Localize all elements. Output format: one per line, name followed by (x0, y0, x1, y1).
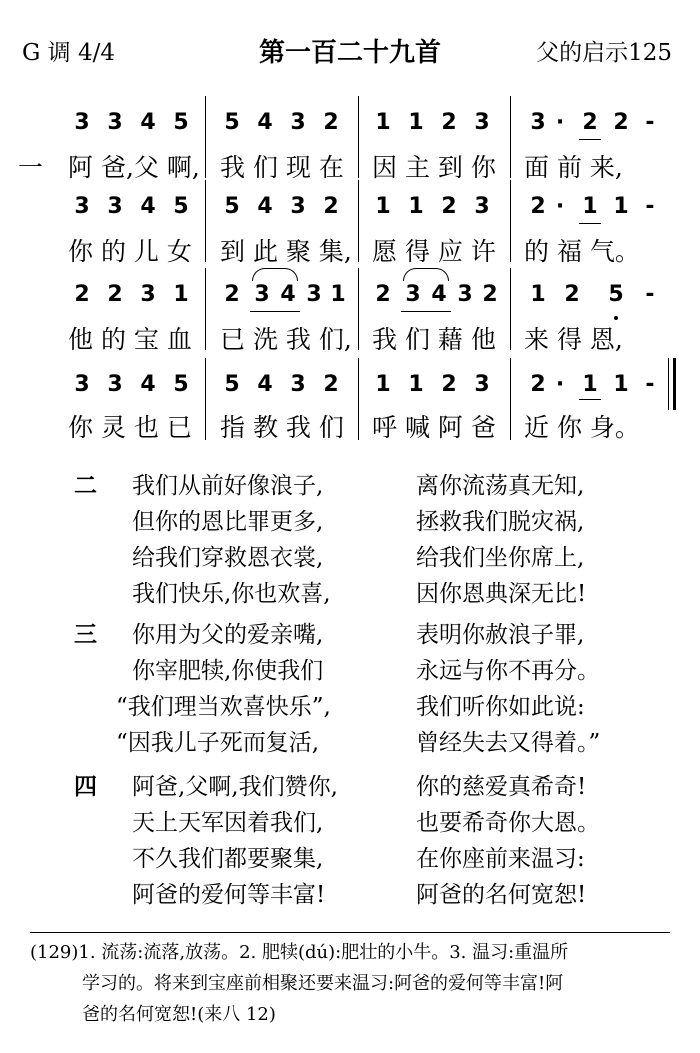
sustain-dash: - (645, 372, 655, 397)
lyric-segment: 指 教 我 们 (220, 413, 344, 442)
key-signature: G 调 4/4 (22, 40, 116, 66)
eighth-underline (579, 223, 601, 224)
footnote-line-1: (129)1. 流荡:流落,放荡。2. 肥犊(dú):肥壮的小牛。3. 温习:重温所 (30, 942, 569, 963)
lyric-segment: 你 灵 也 已 (68, 413, 192, 442)
lyric-segment: 近 你 身。 (524, 413, 640, 442)
note: 2 (323, 372, 339, 397)
music-row (0, 110, 700, 146)
verse-line-second-half: 给我们坐你席上, (416, 545, 585, 571)
bar-line (510, 96, 511, 178)
note: 1 (613, 194, 629, 219)
verse-line-first-half: 天上天军因着我们, (132, 810, 324, 836)
eighth-underline (401, 311, 451, 312)
note: 3 (107, 372, 123, 397)
lyric-segment: 他 的 宝 血 (68, 325, 192, 354)
note: 1 (408, 372, 424, 397)
verse-line-first-half: “因我儿子死而复活, (116, 730, 320, 756)
note: 2 (323, 110, 339, 135)
bar-line (205, 96, 206, 178)
note: 2 (441, 194, 457, 219)
verse-line-second-half: 也要希奇你大恩。 (416, 810, 600, 836)
note: 4 (257, 372, 273, 397)
footnote (30, 937, 675, 1030)
bar-line (510, 268, 511, 350)
note: 1 (530, 282, 546, 307)
note: 2 (323, 194, 339, 219)
note: 3 (107, 194, 123, 219)
note: 4 (140, 194, 156, 219)
verse-line-first-half: 你宰肥犊,你使我们 (132, 658, 324, 684)
note: 2 (441, 372, 457, 397)
note: 1 (408, 110, 424, 135)
note: 2 (107, 282, 123, 307)
bar-line (358, 180, 359, 262)
note: 5 (173, 194, 189, 219)
note: 5 (173, 110, 189, 135)
note: 5 (608, 282, 624, 307)
verse-line-first-half: 但你的恩比罪更多, (132, 509, 324, 535)
note: 5 (224, 194, 240, 219)
note: 4 (280, 282, 296, 307)
sustain-dash: - (645, 110, 655, 135)
verse-line-first-half: 阿爸,父啊,我们赞你, (132, 774, 338, 800)
note: 4 (257, 110, 273, 135)
note: 3 (140, 282, 156, 307)
note: 5 (173, 372, 189, 397)
hymn-category: 父的启示125 (536, 40, 672, 66)
lyric-segment: 的 福 气。 (524, 237, 640, 266)
octave-dot (614, 316, 618, 320)
note: 2 (530, 194, 546, 219)
music-row (0, 194, 700, 230)
footnote-line-3: 爸的名何宽恕!(来八 12) (82, 1004, 276, 1025)
note: 3 (107, 110, 123, 135)
verse-line-second-half: 永远与你不再分。 (416, 658, 600, 684)
note: 3 (74, 110, 90, 135)
lyric-segment: 已 洗 我 们, (220, 325, 352, 354)
verse-line-second-half: 离你流荡真无知, (416, 473, 585, 499)
bar-line (358, 358, 359, 440)
bar-line (205, 180, 206, 262)
bar-line (205, 268, 206, 350)
bar-line (510, 180, 511, 262)
note: 1 (613, 372, 629, 397)
note: 3 (290, 194, 306, 219)
note: 3 (474, 194, 490, 219)
note: 2 (441, 110, 457, 135)
note: 1 (330, 282, 346, 307)
eighth-underline (579, 399, 601, 400)
note: 3 (74, 372, 90, 397)
music-row (0, 372, 700, 408)
note: 4 (431, 282, 447, 307)
bar-line (358, 268, 359, 350)
note: 1 (582, 194, 598, 219)
note: 1 (375, 372, 391, 397)
verse-line-second-half: 曾经失去又得着。” (416, 730, 601, 756)
note: 2 (375, 282, 391, 307)
bar-line (205, 358, 206, 440)
bar-line (510, 358, 511, 440)
eighth-underline (250, 311, 300, 312)
eighth-underline (579, 139, 601, 140)
verse-line-second-half: 表明你赦浪子罪, (416, 622, 585, 648)
note: 3 (290, 110, 306, 135)
verse-line-first-half: 给我们穿救恩衣裳, (132, 545, 324, 571)
note: 3 (457, 282, 473, 307)
note: 3 (474, 372, 490, 397)
music-row (0, 282, 700, 318)
note: 3 (254, 282, 270, 307)
hymn-title: 第一百二十九首 (258, 38, 441, 68)
verse-line-first-half: 你用为父的爱亲嘴, (132, 622, 324, 648)
lyric-segment: 我 们 现 在 (220, 153, 344, 182)
verse-line-first-half: 我们从前好像浪子, (132, 473, 324, 499)
note: 4 (257, 194, 273, 219)
verse-line-second-half: 我们听你如此说: (416, 694, 585, 720)
sustain-dash: - (645, 194, 655, 219)
verse-line-second-half: 拯救我们脱灾祸, (416, 509, 585, 535)
note: 4 (140, 372, 156, 397)
note: 3 (74, 194, 90, 219)
note: 5 (224, 110, 240, 135)
note: 1 (375, 110, 391, 135)
note: 4 (140, 110, 156, 135)
note: 3 (530, 110, 546, 135)
tie-arc (403, 268, 449, 281)
lyric-segment: 阿 爸,父 啊, (68, 153, 200, 182)
verse-line-first-half: 不久我们都要聚集, (132, 846, 324, 872)
final-bar-thick (673, 358, 676, 410)
note: 2 (613, 110, 629, 135)
note: 2 (582, 110, 598, 135)
note: 2 (482, 282, 498, 307)
footnote-line-2: 学习的。将来到宝座前相聚还要来温习:阿爸的爱何等丰富!阿 (82, 973, 564, 994)
note: 3 (306, 282, 322, 307)
footnote-rule (30, 932, 670, 933)
lyric-segment: 到 此 聚 集, (220, 237, 352, 266)
note: 1 (375, 194, 391, 219)
note: 2 (530, 372, 546, 397)
verse-line-first-half: “我们理当欢喜快乐”, (116, 694, 331, 720)
note: 2 (74, 282, 90, 307)
note: 1 (582, 372, 598, 397)
verse-line-second-half: 因你恩典深无比! (416, 581, 587, 607)
verse-line-second-half: 在你座前来温习: (416, 846, 585, 872)
note: 1 (408, 194, 424, 219)
note: 3 (405, 282, 421, 307)
note: 5 (224, 372, 240, 397)
lyric-segment: 来 得 恩, (524, 325, 623, 354)
note: 3 (474, 110, 490, 135)
note: 2 (564, 282, 580, 307)
verse-number: 二 (74, 473, 97, 499)
sustain-dash: - (645, 282, 655, 307)
bar-line (358, 96, 359, 178)
verse-line-first-half: 我们快乐,你也欢喜, (132, 581, 331, 607)
dot-mark: · (555, 194, 565, 219)
dot-mark: · (555, 372, 565, 397)
lyric-segment: 我 们 藉 他 (372, 325, 496, 354)
lyric-segment: 呼 喊 阿 爸 (372, 413, 496, 442)
verse-number: 四 (74, 774, 97, 800)
tie-arc (252, 268, 298, 281)
lyric-segment: 因 主 到 你 (372, 153, 496, 182)
verse-line-second-half: 阿爸的名何宽恕! (416, 882, 587, 908)
lyric-segment: 面 前 来, (524, 153, 623, 182)
final-bar-thin (668, 358, 669, 410)
lyric-segment: 愿 得 应 许 (372, 237, 496, 266)
lyric-segment: 一 (18, 153, 44, 182)
note: 2 (224, 282, 240, 307)
verse-line-second-half: 你的慈爱真希奇! (416, 774, 587, 800)
lyric-segment: 你 的 儿 女 (68, 237, 192, 266)
note: 3 (290, 372, 306, 397)
verse-line-first-half: 阿爸的爱何等丰富! (132, 882, 326, 908)
note: 1 (173, 282, 189, 307)
verse-number: 三 (74, 622, 97, 648)
dot-mark: · (555, 110, 565, 135)
